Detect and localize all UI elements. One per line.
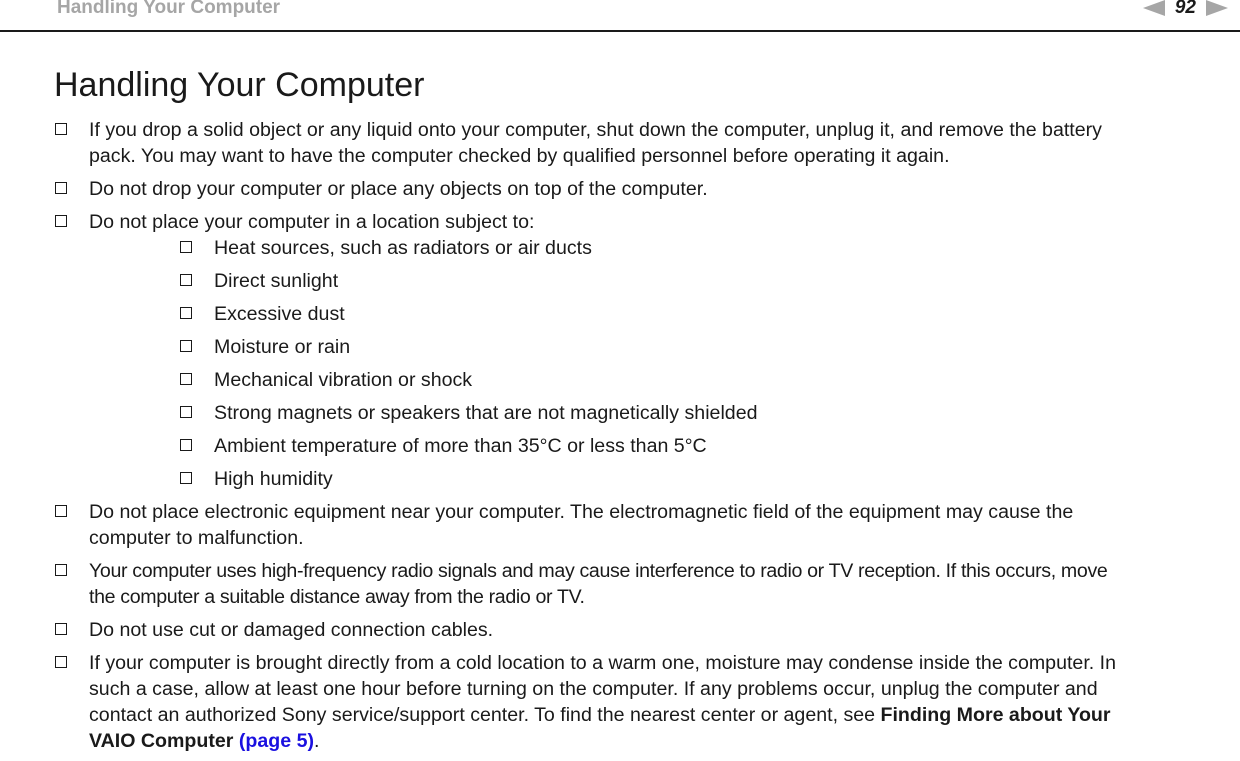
- checkbox-bullet-icon: [180, 373, 192, 385]
- item-text-line: computer to malfunction.: [89, 527, 304, 549]
- checkbox-bullet-icon: [55, 623, 67, 635]
- list-item: [0, 117, 1240, 169]
- sentence-end: .: [314, 730, 320, 752]
- checkbox-bullet-icon: [55, 656, 67, 668]
- page-header: [0, 0, 1240, 32]
- checkbox-bullet-icon: [55, 215, 67, 227]
- item-text-line: Do not place your computer in a location subject to:: [89, 211, 535, 233]
- list-item: [0, 617, 1240, 643]
- page-number: 92: [1174, 0, 1196, 18]
- sublist-item-text: Moisture or rain: [214, 336, 351, 358]
- list-item: [0, 650, 1240, 754]
- sublist-item: [89, 301, 1240, 327]
- sublist-item: [89, 334, 1240, 360]
- item-text-line: the computer a suitable distance away from the radio or TV.: [89, 586, 585, 608]
- header-section-title: Handling Your Computer: [57, 0, 281, 18]
- sublist-item-text: Excessive dust: [214, 303, 345, 325]
- checkbox-bullet-icon: [180, 274, 192, 286]
- item-text-line: pack. You may want to have the computer checked by qualified personnel before operating it again.: [89, 145, 950, 167]
- item-text-line-with-reference: [89, 728, 1240, 754]
- header-divider: [0, 30, 1240, 32]
- list-item: [0, 499, 1240, 551]
- page-title: Handling Your Computer: [54, 66, 425, 104]
- list-item: [0, 176, 1240, 202]
- checkbox-bullet-icon: [180, 241, 192, 253]
- checkbox-bullet-icon: [55, 182, 67, 194]
- item-text-line: If you drop a solid object or any liquid onto your computer, shut down the computer, unplug it, and remove the battery: [89, 119, 1102, 141]
- sublist-item: [89, 466, 1240, 492]
- checkbox-bullet-icon: [55, 505, 67, 517]
- checkbox-bullet-icon: [180, 340, 192, 352]
- sublist-item-text: Strong magnets or speakers that are not magnetically shielded: [214, 402, 758, 424]
- page-navigation: [1143, 0, 1228, 19]
- item-text-line-with-reference: [89, 702, 1240, 728]
- triangle-left-icon[interactable]: [1143, 0, 1165, 16]
- precautions-list: [0, 117, 1240, 754]
- reference-title-part1: Finding More about Your: [880, 704, 1111, 726]
- checkbox-bullet-icon: [180, 307, 192, 319]
- checkbox-bullet-icon: [55, 564, 67, 576]
- sublist-item-text: High humidity: [214, 468, 333, 490]
- sublist-item: [89, 235, 1240, 261]
- checkbox-bullet-icon: [180, 472, 192, 484]
- location-conditions-sublist: [89, 235, 1240, 492]
- sublist-item-text: Ambient temperature of more than 35°C or less than 5°C: [214, 435, 707, 457]
- item-text-line: Do not drop your computer or place any objects on top of the computer.: [89, 178, 708, 200]
- checkbox-bullet-icon: [55, 123, 67, 135]
- page-content: [0, 117, 1240, 761]
- list-item: [0, 209, 1240, 492]
- sublist-item-text: Mechanical vibration or shock: [214, 369, 473, 391]
- sublist-item: [89, 268, 1240, 294]
- sublist-item-text: Direct sunlight: [214, 270, 339, 292]
- checkbox-bullet-icon: [180, 439, 192, 451]
- checkbox-bullet-icon: [180, 406, 192, 418]
- item-text-segment: contact an authorized Sony service/support center. To find the nearest center or agent, see: [89, 704, 881, 726]
- item-text-line: Do not place electronic equipment near your computer. The electromagnetic field of the equipment may cause the: [89, 501, 1074, 523]
- list-item: [0, 558, 1240, 610]
- triangle-right-icon[interactable]: [1206, 0, 1228, 16]
- sublist-item: [89, 367, 1240, 393]
- item-text-line: Do not use cut or damaged connection cables.: [89, 619, 494, 641]
- sublist-item: [89, 433, 1240, 459]
- item-text-line: Your computer uses high-frequency radio signals and may cause interference to radio or TV reception. If this occurs, move: [89, 560, 1108, 582]
- page-reference-link[interactable]: (page 5): [238, 730, 314, 752]
- sublist-item: [89, 400, 1240, 426]
- reference-title-part2: VAIO Computer: [89, 730, 234, 752]
- item-text-line: such a case, allow at least one hour before turning on the computer. If any problems occur, unplug the computer and: [89, 678, 1098, 700]
- item-text-line: If your computer is brought directly from a cold location to a warm one, moisture may condense inside the computer. In: [89, 652, 1116, 674]
- sublist-item-text: Heat sources, such as radiators or air ducts: [214, 237, 592, 259]
